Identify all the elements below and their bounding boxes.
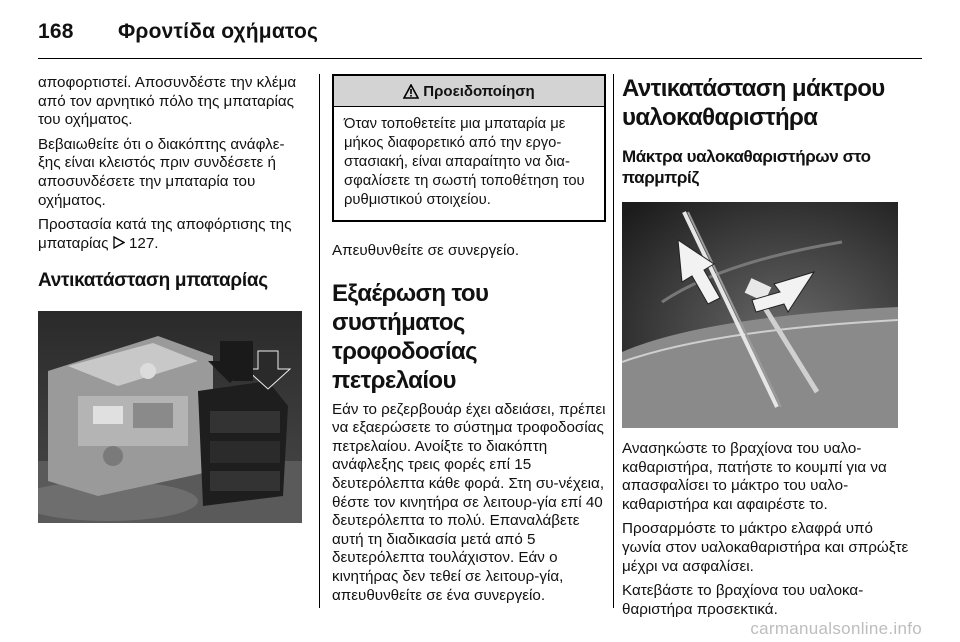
column-2	[332, 74, 606, 611]
battery-photo	[38, 311, 302, 523]
warning-box	[332, 74, 606, 222]
col3-paragraph-2: Προσαρμόστε το μάκτρο ελαφρά υπό γωνία στον υαλοκαθαριστήρα και σπρώξτε μέχρι να ασφαλίσει.	[622, 520, 909, 575]
col1-paragraph-3	[38, 216, 302, 253]
warning-triangle-icon	[403, 84, 419, 99]
column-divider-2	[613, 74, 614, 608]
page-number: 168	[38, 20, 74, 43]
column-1	[38, 74, 302, 523]
warning-header	[334, 76, 604, 107]
page-reference-icon	[113, 236, 125, 249]
fuel-bleeding-heading: Εξαέρωση του συστήματος τροφοδοσίας πετρελαίου	[332, 279, 489, 394]
page-header	[38, 20, 318, 44]
watermark[interactable]: carmanualsonline.info	[750, 619, 922, 638]
warning-text: Όταν τοποθετείτε μια μπαταρία με μήκος διαφορετικό από την εργο-στασιακή, είναι απαραίτητο να δια-σφαλίσετε τη σωστή τοποθέτηση του ρυθμιστικού στοιχείου.	[344, 116, 585, 208]
battery-replacement-heading: Αντικατάσταση μπαταρίας	[38, 270, 268, 292]
col3-paragraph-1: Ανασηκώστε το βραχίονα του υαλο-καθαριστήρα, πατήστε το κουμπί για να απασφαλίσει το μάκτρο του υαλο-καθαριστήρα και αφαιρέστε το.	[622, 440, 887, 513]
wiper-blade-heading: Αντικατάσταση μάκτρου υαλοκαθαριστήρα	[622, 75, 885, 131]
col2-paragraph-1: Απευθυνθείτε σε συνεργείο.	[332, 242, 520, 259]
page-reference-link[interactable]: 127.	[128, 234, 159, 252]
header-rule	[38, 58, 922, 59]
wiper-photo	[622, 202, 898, 428]
page-title: Φροντίδα οχήματος	[118, 20, 319, 43]
col2-paragraph-2: Εάν το ρεζερβουάρ έχει αδειάσει, πρέπει να εξαερώσετε το σύστημα τροφοδοσίας πετρελαίου. Ανοίξτε το διακόπτη ανάφλεξης τρεις φορές επί 15 δευτερόλεπτα κάθε φορά. Στη συ-νέχεια, θέστε τον κινητήρα σε λειτουρ-γία επί 40 δευτερόλεπτα το πολύ. Επαναλάβετε αυτή τη διαδικασία μετά από 5 δευτερόλεπτα τουλάχιστον. Εάν ο κινητήρας δεν τεθεί σε λειτουρ-γία, απευθυνθείτε σε ένα συνεργείο.	[332, 400, 606, 604]
warning-title: Προειδοποίηση	[423, 82, 535, 100]
windscreen-wiper-subheading: Μάκτρα υαλοκαθαριστήρων στο παρμπρίζ	[622, 147, 871, 187]
column-3	[622, 74, 912, 625]
column-divider-1	[319, 74, 320, 608]
battery-protection-text: Προστασία κατά της αποφόρτισης της μπαταρίας	[38, 216, 292, 252]
col3-paragraph-3: Κατεβάστε το βραχίονα του υαλοκα-θαριστήρα προσεκτικά.	[622, 582, 864, 618]
col1-paragraph-1: αποφορτιστεί. Αποσυνδέστε την κλέμα από τον αρνητικό πόλο της μπαταρίας του οχήματος.	[38, 74, 297, 129]
col1-paragraph-2: Βεβαιωθείτε ότι ο διακόπτης ανάφλε-ξης είναι κλειστός πριν συνδέσετε ή αποσυνδέσετε την μπαταρία του οχήματος.	[38, 135, 285, 209]
